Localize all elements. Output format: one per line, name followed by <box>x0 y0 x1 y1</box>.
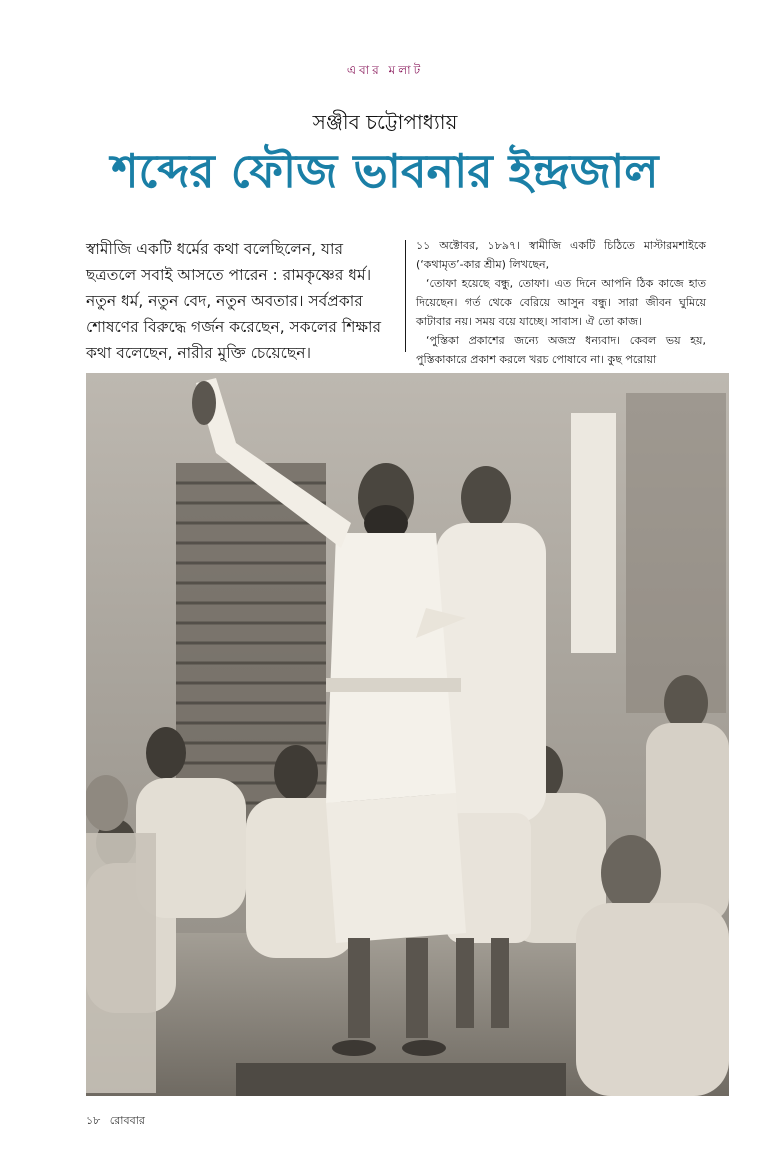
author-name: সঞ্জীব চট্টোপাধ্যায় <box>312 110 458 134</box>
column-divider <box>405 240 406 352</box>
cover-photo <box>86 373 729 1096</box>
page-footer <box>86 1112 145 1131</box>
page-number: ১৮ <box>86 1114 101 1127</box>
bright-window <box>571 413 616 653</box>
headline: শব্দের ফৌজ ভাবনার ইন্দ্রজাল <box>111 144 659 198</box>
section-tag: এবার মলাট <box>346 63 424 77</box>
floor-mat <box>236 1063 566 1096</box>
right-column-paragraph-2: ‘তোফা হয়েছে বন্ধু, তোফা। এত দিনে আপনি ঠিক কাজে হাত দিয়েছেন। গর্ত থেকে বেরিয়ে আসুন বন্ধু। সারা জীবন ঘুমিয়ে কাটাবার নয়। সময় বয়ে যাচ্ছে। সাবাস। ঐ তো কাজ। <box>416 277 706 328</box>
magazine-name: রোববার <box>109 1114 145 1127</box>
photo-illustration <box>86 373 729 1096</box>
right-column <box>416 236 706 369</box>
intro-paragraph: স্বামীজি একটি ধর্মের কথা বলেছিলেন, যার ছত্রতলে সবাই আসতে পারেন : রামকৃষ্ণের ধর্ম। নতুন ধর্ম, নতুন বেদ, নতুন অবতার। সর্বপ্রকার শোষণের বিরুদ্ধে গর্জন করেছেন, সকলের শিক্ষার কথা বলেছেন, নারীর মুক্তি চেয়েছেন। <box>86 240 382 362</box>
right-column-paragraph-1: ১১ অক্টোবর, ১৮৯৭। স্বামীজি একটি চিঠিতে মাস্টারমশাইকে (‘কথামৃত’-কার শ্রীম) লিখছেন, <box>416 239 706 271</box>
right-column-paragraph-3: ‘পুস্তিকা প্রকাশের জন্যে অজস্র ধন্যবাদ। কেবল ভয় হয়, পুস্তিকাকারে প্রকাশ করলে খরচ পোষাবে না। কুছ পরোয়া <box>416 334 706 366</box>
